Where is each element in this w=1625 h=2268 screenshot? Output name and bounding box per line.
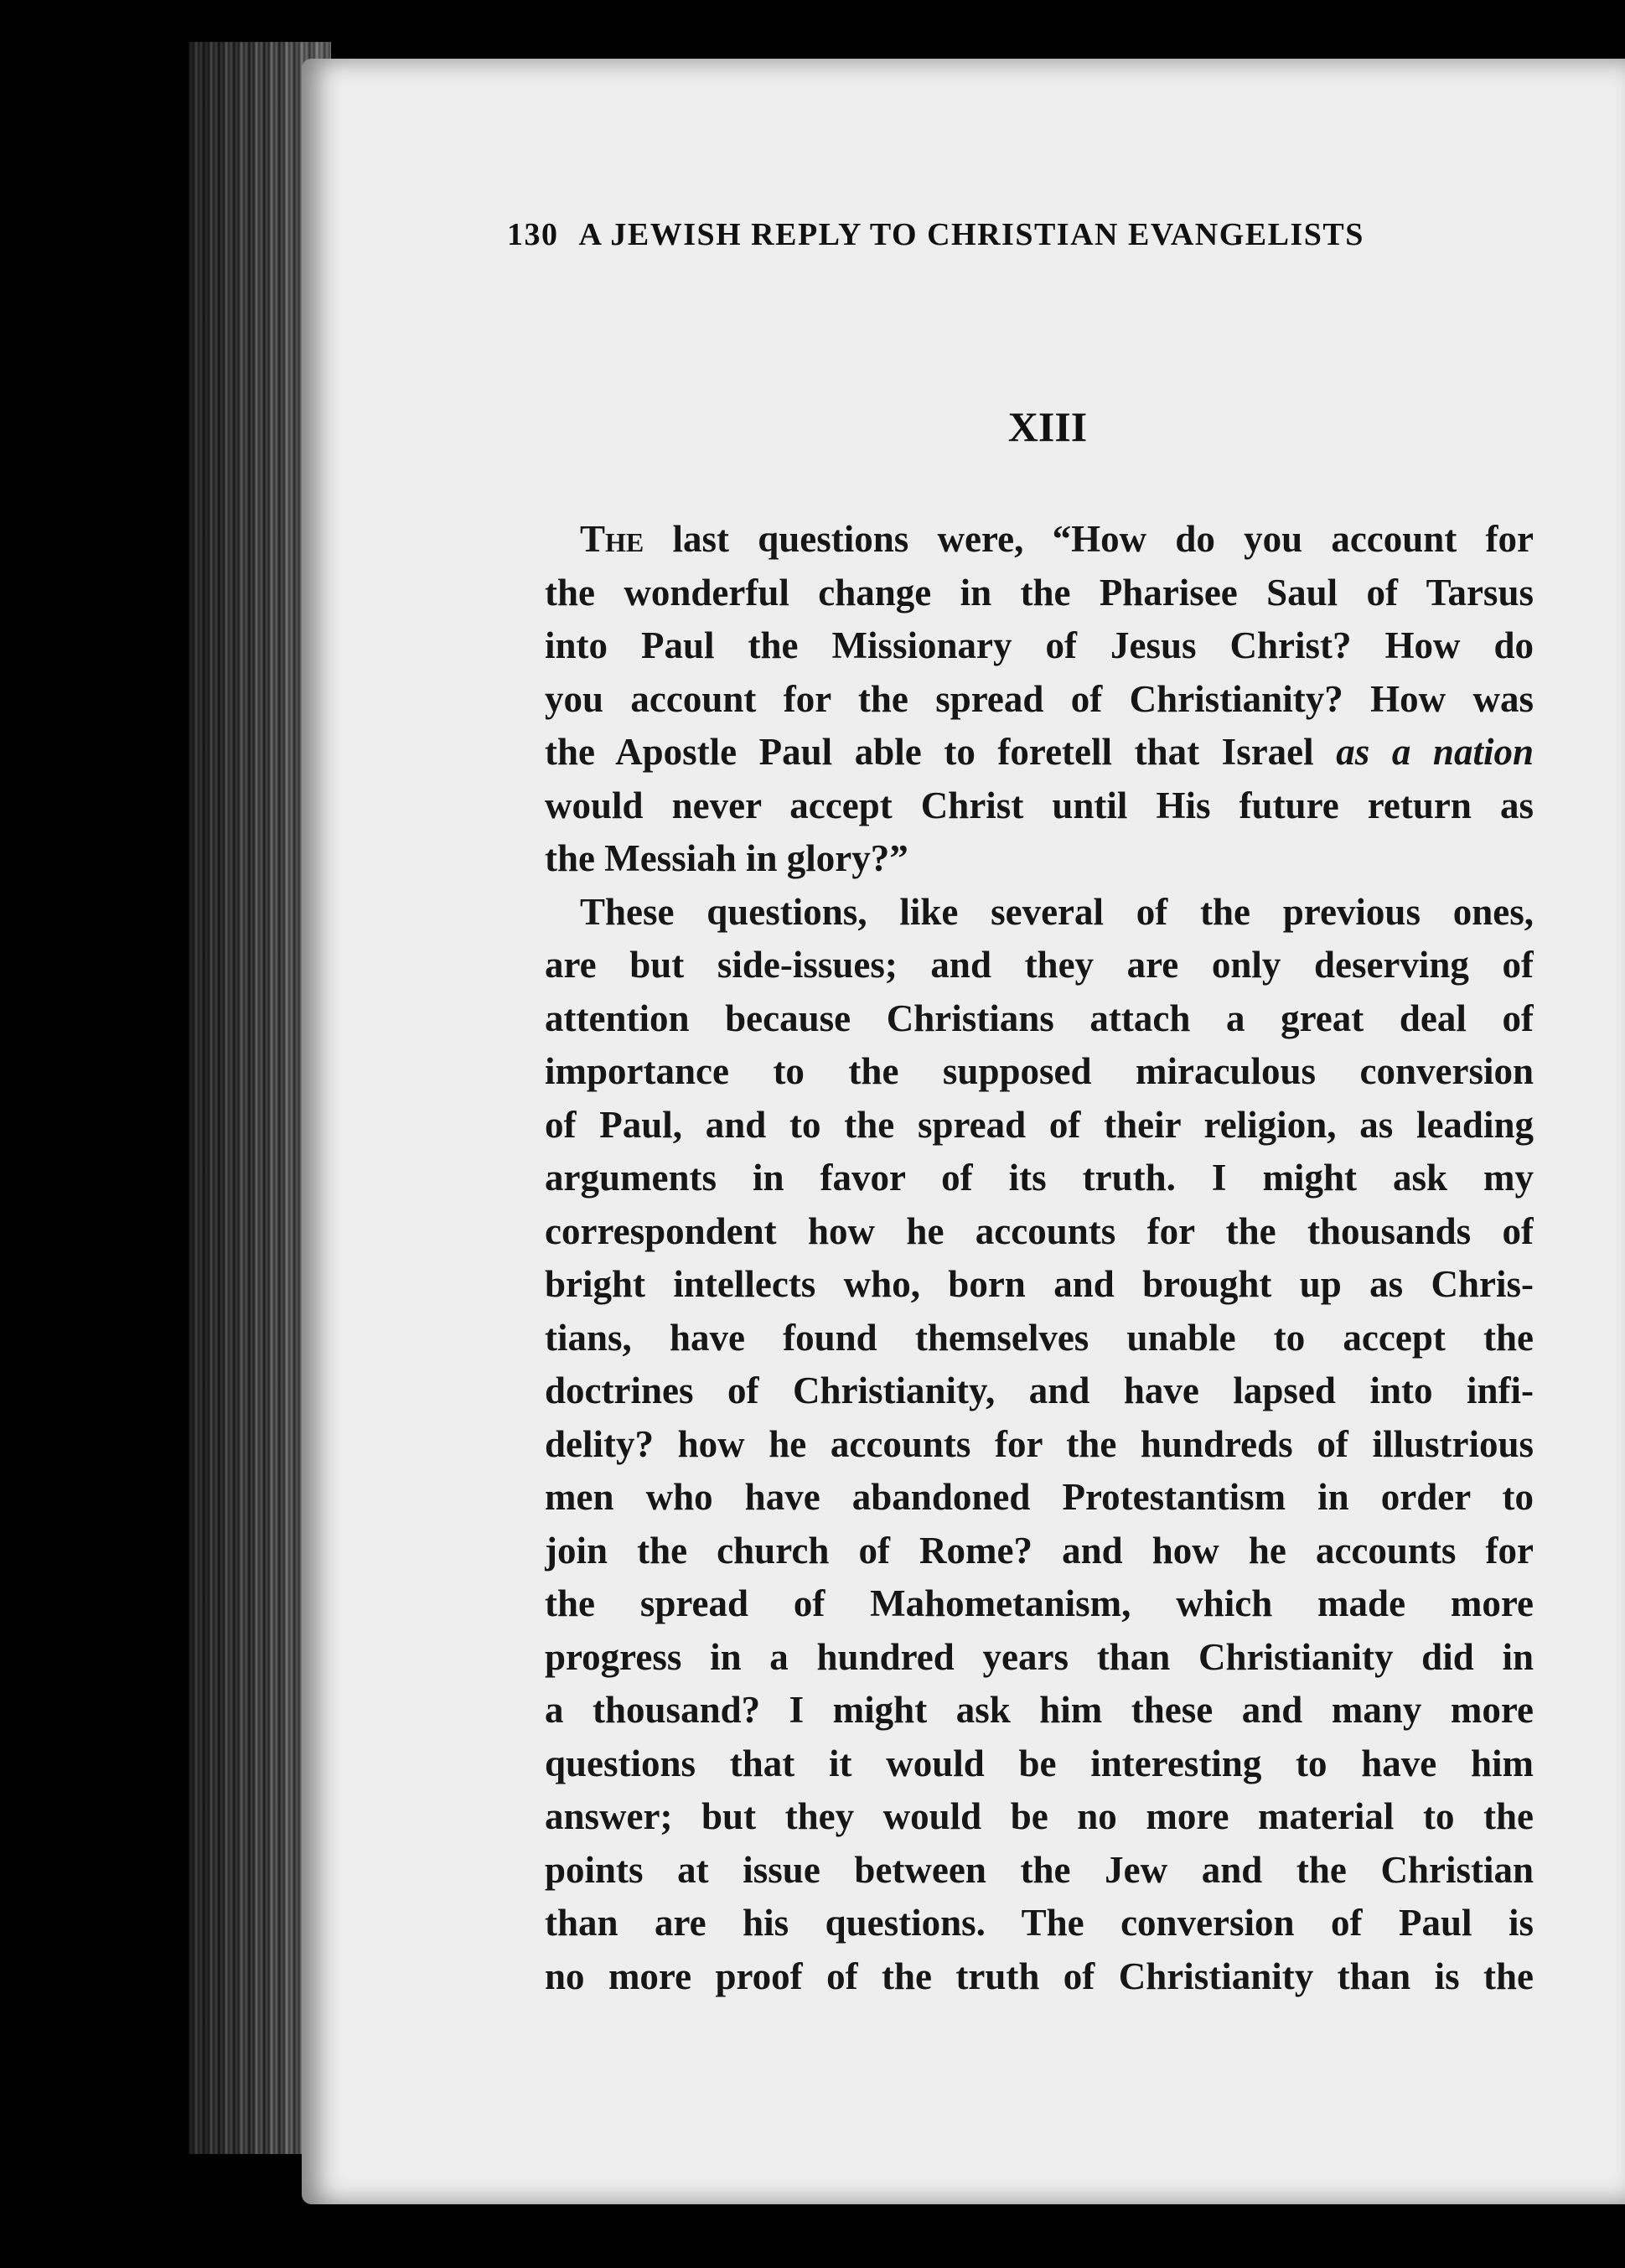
text-line: the Messiah in glory?”	[545, 837, 908, 879]
text-line: questions that it would be interesting to have him	[545, 1742, 1534, 1784]
text-line: progress in a hundred years than Christianity did in	[545, 1635, 1534, 1678]
running-title: A JEWISH REPLY TO CHRISTIAN EVANGELISTS	[578, 217, 1364, 252]
text-line: of Paul, and to the spread of their religion, as leading	[545, 1103, 1534, 1146]
text-line	[545, 513, 1534, 567]
body-text	[545, 513, 1534, 2003]
page-number: 130	[507, 217, 559, 252]
text-line: delity? how he accounts for the hundreds of illustrious	[545, 1422, 1534, 1465]
text-line: doctrines of Christianity, and have lapsed into infi-	[545, 1370, 1534, 1411]
text-line: points at issue between the Jew and the Christian	[545, 1848, 1534, 1891]
text-line: tians, have found themselves unable to accept the	[545, 1316, 1534, 1359]
text-line: no more proof of the truth of Christianity than is the	[545, 1955, 1534, 1997]
text-line: importance to the supposed miraculous conversion	[545, 1050, 1534, 1092]
text-line: into Paul the Missionary of Jesus Christ? How do	[545, 624, 1534, 666]
text-line: These questions, like several of the previous ones,	[580, 890, 1534, 933]
line-text: last questions were, “How do you account for	[644, 518, 1534, 560]
lead-word: The	[580, 518, 644, 560]
text-line: a thousand? I might ask him these and many more	[545, 1689, 1534, 1731]
text-line: would never accept Christ until His future return as	[545, 784, 1534, 826]
text-line: than are his questions. The conversion of Paul is	[545, 1902, 1534, 1944]
text-line: bright intellects who, born and brought up as Chris-	[545, 1263, 1534, 1305]
text-line: arguments in favor of its truth. I might ask my	[545, 1157, 1534, 1199]
text-line: attention because Christians attach a great deal of	[545, 997, 1534, 1039]
text-line: the wonderful change in the Pharisee Saul of Tarsus	[545, 571, 1534, 614]
text-line: men who have abandoned Protestantism in order to	[545, 1476, 1534, 1518]
text-line: answer; but they would be no more material to the	[545, 1795, 1534, 1837]
paragraph-2	[545, 886, 1534, 2004]
text-line: the spread of Mahometanism, which made more	[545, 1582, 1534, 1624]
paragraph-1	[545, 513, 1534, 886]
chapter-number: XIII	[1007, 403, 1088, 450]
text-line: are but side-issues; and they are only deserving of	[545, 944, 1534, 986]
text-line-italic-phrase: the Apostle Paul able to foretell that Israel as a nation	[545, 731, 1534, 773]
text-line: correspondent how he accounts for the thousands of	[545, 1209, 1534, 1252]
text-line: you account for the spread of Christianity? How was	[545, 677, 1534, 720]
running-head	[507, 216, 1488, 253]
text-line: join the church of Rome? and how he accounts for	[545, 1529, 1534, 1572]
